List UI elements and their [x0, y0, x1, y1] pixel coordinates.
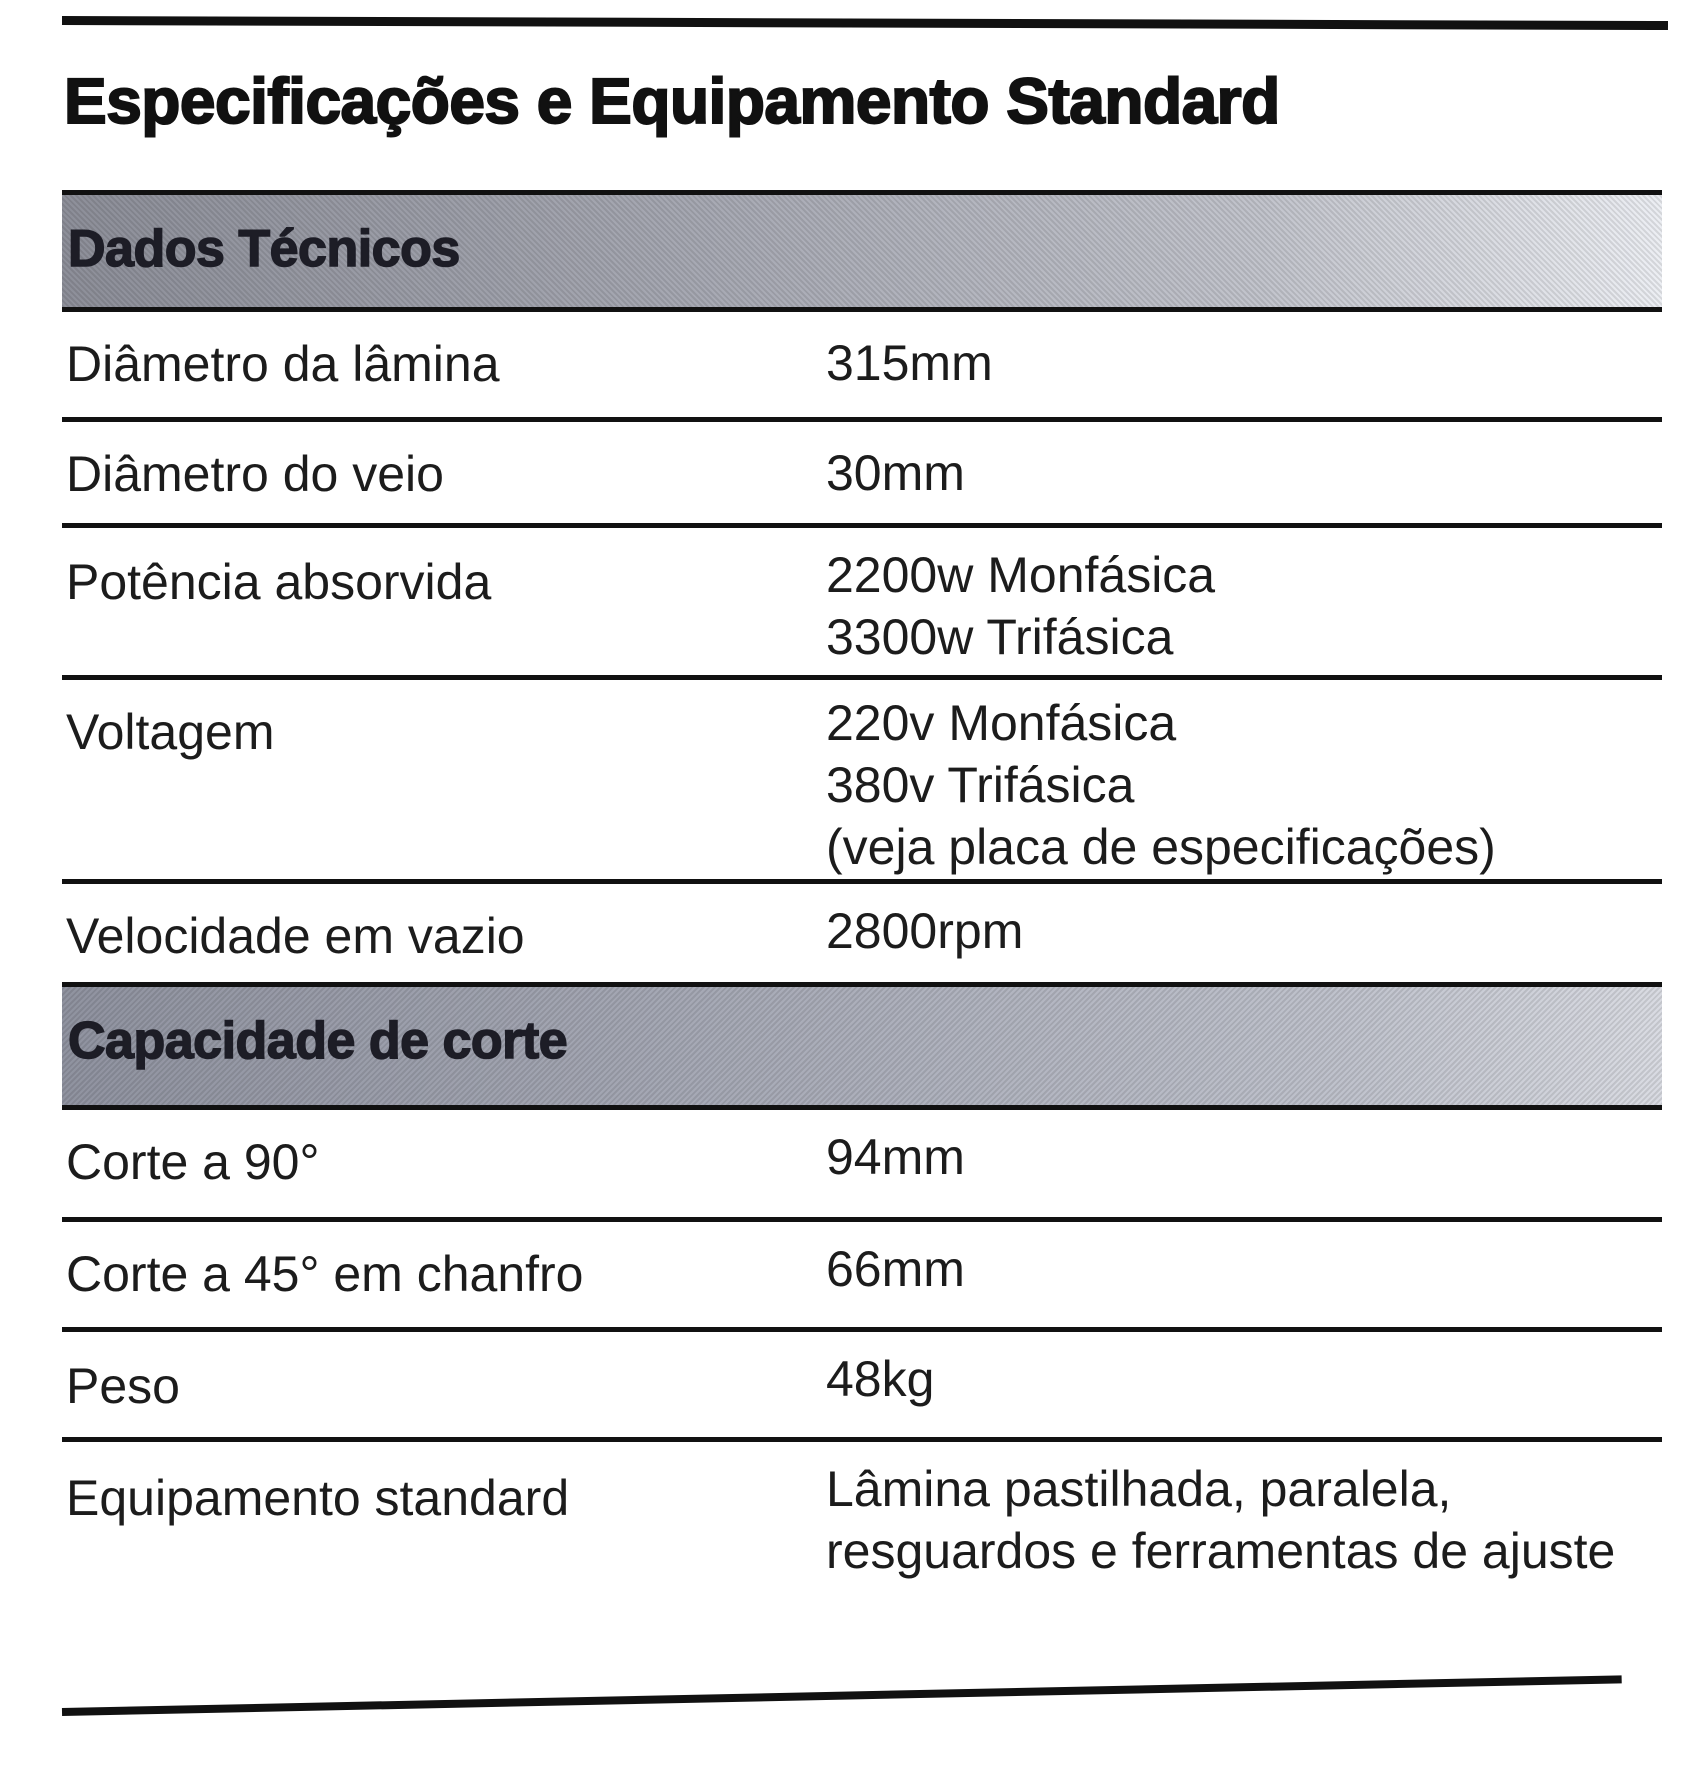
row-label: Potência absorvida [66, 554, 492, 610]
value-line: 48kg [826, 1351, 935, 1407]
value-line: 66mm [826, 1241, 965, 1297]
row-value [826, 1332, 1662, 1437]
bottom-rule [62, 1675, 1622, 1716]
value-line: 94mm [826, 1129, 965, 1185]
table-row [62, 884, 1662, 982]
row-value [826, 312, 1662, 417]
row-label: Corte a 45° em chanfro [66, 1246, 584, 1302]
value-line: (veja placa de especificações) [826, 819, 1496, 875]
spec-table [62, 190, 1662, 1592]
table-row [62, 528, 1662, 680]
table-row [62, 1222, 1662, 1332]
row-value [826, 422, 1662, 523]
value-line: 220v Monfásica [826, 695, 1177, 751]
row-value [826, 1110, 1662, 1217]
row-label: Voltagem [66, 704, 275, 760]
value-line: 315mm [826, 335, 993, 391]
row-value [826, 1222, 1662, 1327]
value-line: 3300w Trifásica [826, 609, 1174, 665]
value-line: 2800rpm [826, 903, 1024, 959]
row-value [826, 1442, 1662, 1592]
row-label: Corte a 90° [66, 1134, 320, 1190]
value-line: Lâmina pastilhada, paralela, [826, 1461, 1452, 1517]
value-line: 30mm [826, 445, 965, 501]
row-label: Equipamento standard [66, 1470, 570, 1526]
section-heading: Dados Técnicos [68, 220, 460, 278]
table-row [62, 1332, 1662, 1442]
value-line: resguardos e ferramentas de ajuste [826, 1523, 1616, 1579]
value-line: 2200w Monfásica [826, 547, 1216, 603]
row-label: Diâmetro da lâmina [66, 336, 500, 392]
page-title: Especificações e Equipamento Standard [64, 65, 1280, 137]
table-row [62, 422, 1662, 528]
table-row [62, 680, 1662, 884]
table-row [62, 1442, 1662, 1592]
section-header-capacidade-de-corte [62, 982, 1662, 1110]
row-label: Peso [66, 1358, 180, 1414]
section-header-dados-tecnicos [62, 190, 1662, 312]
row-value [826, 884, 1662, 982]
table-row [62, 1110, 1662, 1222]
section-heading: Capacidade de corte [68, 1012, 568, 1070]
row-value [826, 528, 1662, 675]
row-label: Velocidade em vazio [66, 908, 525, 964]
top-rule [62, 16, 1668, 30]
row-value [826, 680, 1662, 879]
spec-sheet [62, 0, 1662, 1791]
table-row [62, 312, 1662, 422]
value-line: 380v Trifásica [826, 757, 1135, 813]
row-label: Diâmetro do veio [66, 446, 444, 502]
